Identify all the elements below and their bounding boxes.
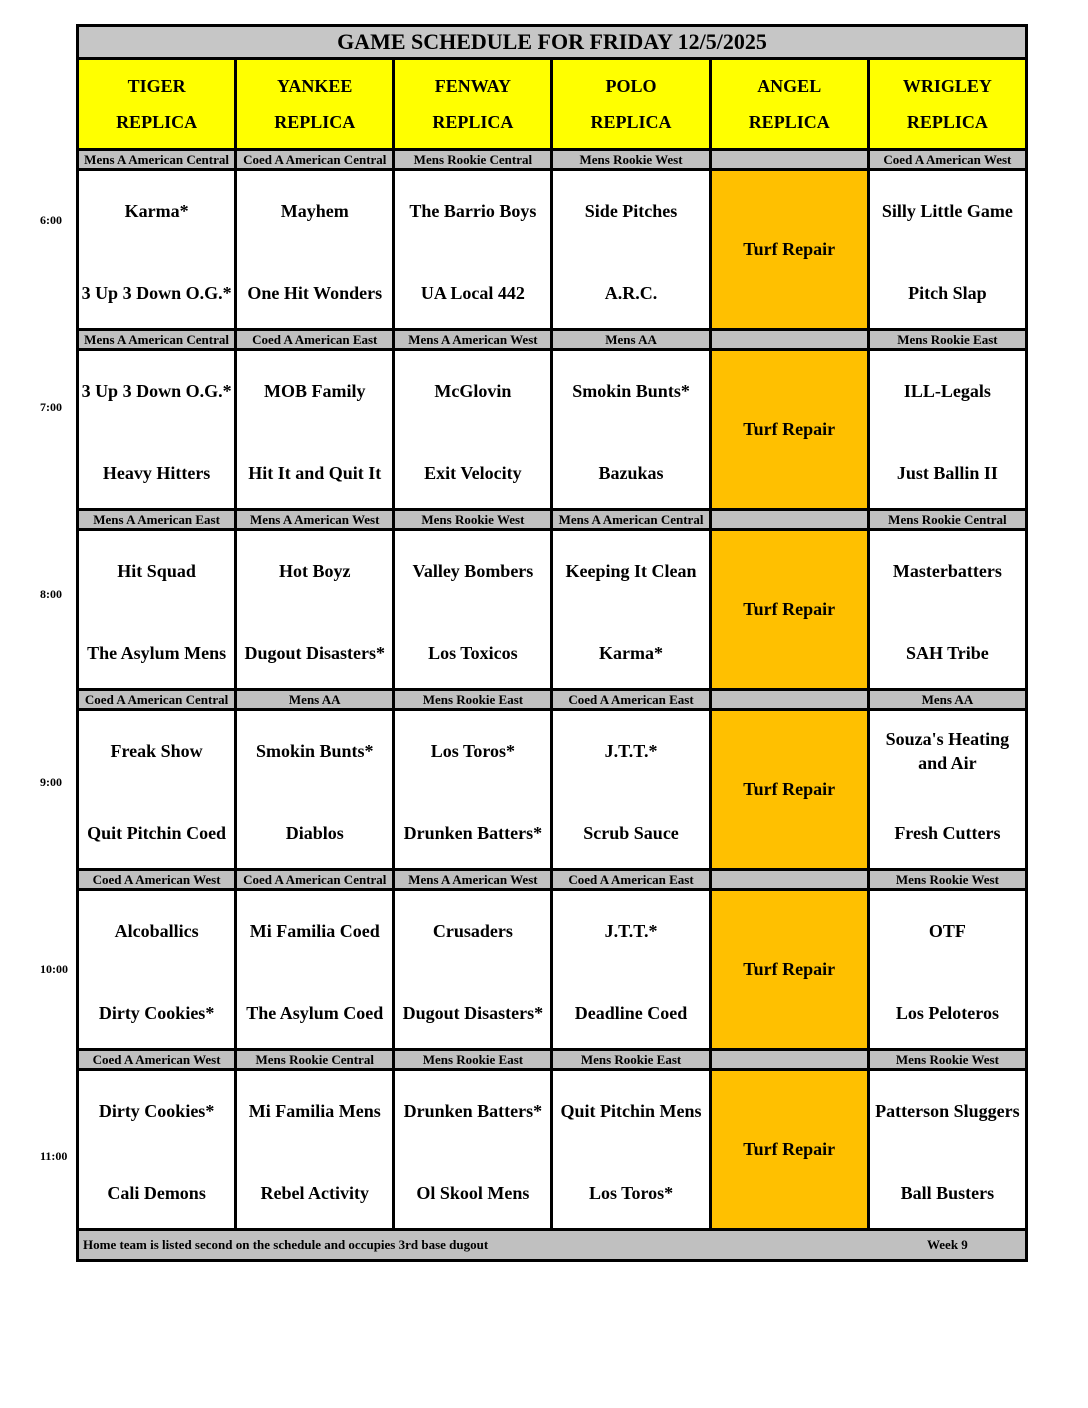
division-label: Mens A American East	[78, 510, 236, 530]
home-team: Hit It and Quit It	[248, 463, 382, 483]
home-team: UA Local 442	[420, 283, 525, 303]
division-label	[710, 870, 868, 890]
division-label: Mens A American West	[394, 870, 552, 890]
time-column	[0, 0, 76, 1408]
division-label: Coed A American Central	[236, 150, 394, 170]
field-header-angel	[710, 59, 868, 150]
division-label: Mens Rookie Central	[236, 1050, 394, 1070]
time-label: 7:00	[40, 400, 62, 414]
away-team: Keeping It Clean	[565, 561, 697, 581]
home-team-note: Home team is listed second on the schedule and occupies 3rd base dugout	[83, 1237, 489, 1252]
home-team: Exit Velocity	[424, 463, 522, 483]
home-team: The Asylum Mens	[87, 643, 227, 663]
time-label: 8:00	[40, 587, 62, 601]
away-team: Drunken Batters*	[403, 1101, 543, 1121]
division-label	[710, 690, 868, 710]
game-cell	[236, 530, 394, 690]
home-team: 3 Up 3 Down O.G.*	[81, 283, 232, 303]
away-team: Smokin Bunts*	[255, 741, 374, 761]
away-team: Mi Familia Coed	[249, 921, 380, 941]
division-label: Mens A American Central	[78, 150, 236, 170]
game-row	[78, 890, 1027, 1050]
turf-repair-cell: Turf Repair	[710, 170, 868, 330]
home-team: SAH Tribe	[905, 643, 989, 663]
game-cell	[394, 170, 552, 330]
game-cell	[552, 1070, 710, 1230]
field-subtitle: REPLICA	[906, 112, 988, 132]
home-team: Bazukas	[598, 463, 664, 483]
field-header-yankee	[236, 59, 394, 150]
away-team: Smokin Bunts*	[572, 381, 690, 401]
game-cell	[236, 350, 394, 510]
home-team: Deadline Coed	[574, 1003, 688, 1023]
schedule-table	[76, 24, 1028, 1262]
away-team: Karma*	[124, 201, 189, 221]
away-team: Valley Bombers	[412, 561, 534, 581]
game-cell	[868, 530, 1026, 690]
home-team: Rebel Activity	[260, 1183, 369, 1203]
field-name: TIGER	[127, 76, 186, 96]
field-subtitle: REPLICA	[116, 112, 198, 132]
division-label: Coed A American East	[552, 690, 710, 710]
game-cell	[236, 890, 394, 1050]
division-label: Mens Rookie West	[868, 1050, 1026, 1070]
game-cell	[78, 710, 236, 870]
away-team: The Barrio Boys	[409, 201, 537, 221]
field-header-wrigley	[868, 59, 1026, 150]
game-row	[78, 710, 1027, 870]
field-subtitle: REPLICA	[590, 112, 672, 132]
home-team: Karma*	[599, 643, 664, 663]
turf-repair-cell: Turf Repair	[710, 1070, 868, 1230]
division-row	[78, 870, 1027, 890]
game-cell	[78, 1070, 236, 1230]
away-team: Quit Pitchin Mens	[560, 1101, 702, 1121]
home-team: Ol Skool Mens	[416, 1183, 530, 1203]
game-row	[78, 170, 1027, 330]
away-team: Silly Little Game	[881, 201, 1013, 221]
home-team: Los Toros*	[588, 1183, 674, 1203]
division-row	[78, 510, 1027, 530]
away-team: Alcoballics	[114, 921, 199, 941]
away-team: Mi Familia Mens	[248, 1101, 381, 1121]
away-team: Masterbatters	[892, 561, 1002, 581]
game-cell	[394, 530, 552, 690]
schedule-title: GAME SCHEDULE FOR FRIDAY 12/5/2025	[78, 26, 1027, 59]
footer-row	[78, 1230, 1027, 1261]
game-cell	[552, 890, 710, 1050]
game-cell	[78, 170, 236, 330]
turf-repair-cell: Turf Repair	[710, 890, 868, 1050]
home-team: Dirty Cookies*	[98, 1003, 215, 1023]
home-team: Scrub Sauce	[583, 823, 679, 843]
game-cell	[552, 350, 710, 510]
game-cell	[552, 170, 710, 330]
division-label: Mens Rookie East	[552, 1050, 710, 1070]
game-cell	[394, 1070, 552, 1230]
game-cell	[868, 710, 1026, 870]
division-label: Mens Rookie West	[394, 510, 552, 530]
division-label: Coed A American Central	[78, 690, 236, 710]
field-header-tiger	[78, 59, 236, 150]
division-label: Mens A American Central	[78, 330, 236, 350]
division-label: Coed A American Central	[236, 870, 394, 890]
division-label: Coed A American East	[236, 330, 394, 350]
game-cell	[78, 350, 236, 510]
away-team: Hit Squad	[117, 561, 196, 581]
field-subtitle: REPLICA	[274, 112, 356, 132]
home-team: Diablos	[285, 823, 344, 843]
game-cell	[868, 170, 1026, 330]
game-cell	[552, 530, 710, 690]
away-team: Crusaders	[432, 921, 513, 941]
week-label: Week 9	[927, 1237, 968, 1252]
home-team: Dugout Disasters*	[402, 1003, 544, 1023]
home-team: Drunken Batters*	[403, 823, 543, 843]
away-team: OTF	[928, 921, 966, 941]
division-row	[78, 690, 1027, 710]
title-row	[78, 26, 1027, 59]
game-cell	[78, 530, 236, 690]
time-label: 11:00	[40, 1149, 68, 1163]
turf-repair-cell: Turf Repair	[710, 350, 868, 510]
game-cell	[394, 890, 552, 1050]
field-header-row	[78, 59, 1027, 150]
division-label	[710, 150, 868, 170]
field-name: ANGEL	[757, 76, 822, 96]
game-cell	[868, 890, 1026, 1050]
away-team: Patterson Sluggers	[875, 1101, 1020, 1121]
home-team: A.R.C.	[604, 283, 658, 303]
division-row	[78, 1050, 1027, 1070]
division-row	[78, 330, 1027, 350]
division-label: Mens A American West	[394, 330, 552, 350]
home-team: Fresh Cutters	[894, 823, 1001, 843]
game-cell	[394, 710, 552, 870]
away-team: J.T.T.*	[604, 921, 658, 941]
division-label: Mens Rookie Central	[394, 150, 552, 170]
footer-cell	[78, 1230, 1027, 1261]
home-team: Ball Busters	[900, 1183, 995, 1203]
division-label: Mens Rookie East	[394, 690, 552, 710]
game-row	[78, 530, 1027, 690]
home-team: Dugout Disasters*	[244, 643, 385, 663]
division-label	[710, 1050, 868, 1070]
division-label	[710, 510, 868, 530]
division-label: Mens Rookie East	[394, 1050, 552, 1070]
division-row	[78, 150, 1027, 170]
division-label: Mens AA	[236, 690, 394, 710]
division-label: Mens Rookie West	[868, 870, 1026, 890]
field-name: WRIGLEY	[902, 76, 992, 96]
game-cell	[236, 710, 394, 870]
time-label: 6:00	[40, 213, 62, 227]
time-label: 10:00	[40, 962, 68, 976]
division-label	[710, 330, 868, 350]
away-team: Side Pitches	[584, 201, 678, 221]
division-label: Coed A American West	[868, 150, 1026, 170]
home-team: Just Ballin II	[896, 463, 998, 483]
division-label: Mens A American West	[236, 510, 394, 530]
home-team: Heavy Hitters	[102, 463, 211, 483]
division-label: Coed A American East	[552, 870, 710, 890]
time-label: 9:00	[40, 775, 62, 789]
game-cell	[552, 710, 710, 870]
field-subtitle: REPLICA	[432, 112, 514, 132]
division-label: Coed A American West	[78, 1050, 236, 1070]
division-label: Mens Rookie West	[552, 150, 710, 170]
away-team: McGlovin	[434, 381, 512, 401]
game-cell	[394, 350, 552, 510]
away-team: Souza's Heating and Air	[885, 729, 1010, 773]
game-cell	[868, 350, 1026, 510]
game-row	[78, 350, 1027, 510]
division-label: Mens Rookie Central	[868, 510, 1026, 530]
away-team: Mayhem	[280, 201, 349, 221]
home-team: One Hit Wonders	[247, 283, 383, 303]
division-label: Mens AA	[552, 330, 710, 350]
home-team: The Asylum Coed	[246, 1003, 384, 1023]
away-team: J.T.T.*	[604, 741, 658, 761]
field-name: POLO	[605, 76, 657, 96]
game-cell	[236, 170, 394, 330]
turf-repair-cell: Turf Repair	[710, 530, 868, 690]
home-team: Quit Pitchin Coed	[87, 823, 227, 843]
game-cell	[868, 1070, 1026, 1230]
game-row	[78, 1070, 1027, 1230]
division-label: Coed A American West	[78, 870, 236, 890]
field-header-fenway	[394, 59, 552, 150]
away-team: 3 Up 3 Down O.G.*	[81, 381, 232, 401]
field-header-polo	[552, 59, 710, 150]
field-name: FENWAY	[434, 76, 512, 96]
turf-repair-cell: Turf Repair	[710, 710, 868, 870]
division-label: Mens Rookie East	[868, 330, 1026, 350]
away-team: MOB Family	[263, 381, 366, 401]
home-team: Cali Demons	[107, 1183, 206, 1203]
division-label: Mens AA	[868, 690, 1026, 710]
home-team: Los Peloteros	[895, 1003, 999, 1023]
away-team: Dirty Cookies*	[98, 1101, 215, 1121]
away-team: Los Toros*	[430, 741, 515, 761]
home-team: Pitch Slap	[908, 283, 987, 303]
game-cell	[236, 1070, 394, 1230]
field-name: YANKEE	[277, 76, 353, 96]
division-label: Mens A American Central	[552, 510, 710, 530]
schedule-sheet	[76, 24, 1028, 1311]
away-team: Freak Show	[110, 741, 203, 761]
game-cell	[78, 890, 236, 1050]
home-team: Los Toxicos	[428, 643, 518, 663]
field-subtitle: REPLICA	[748, 112, 830, 132]
away-team: Hot Boyz	[278, 561, 351, 581]
away-team: ILL-Legals	[903, 381, 991, 401]
